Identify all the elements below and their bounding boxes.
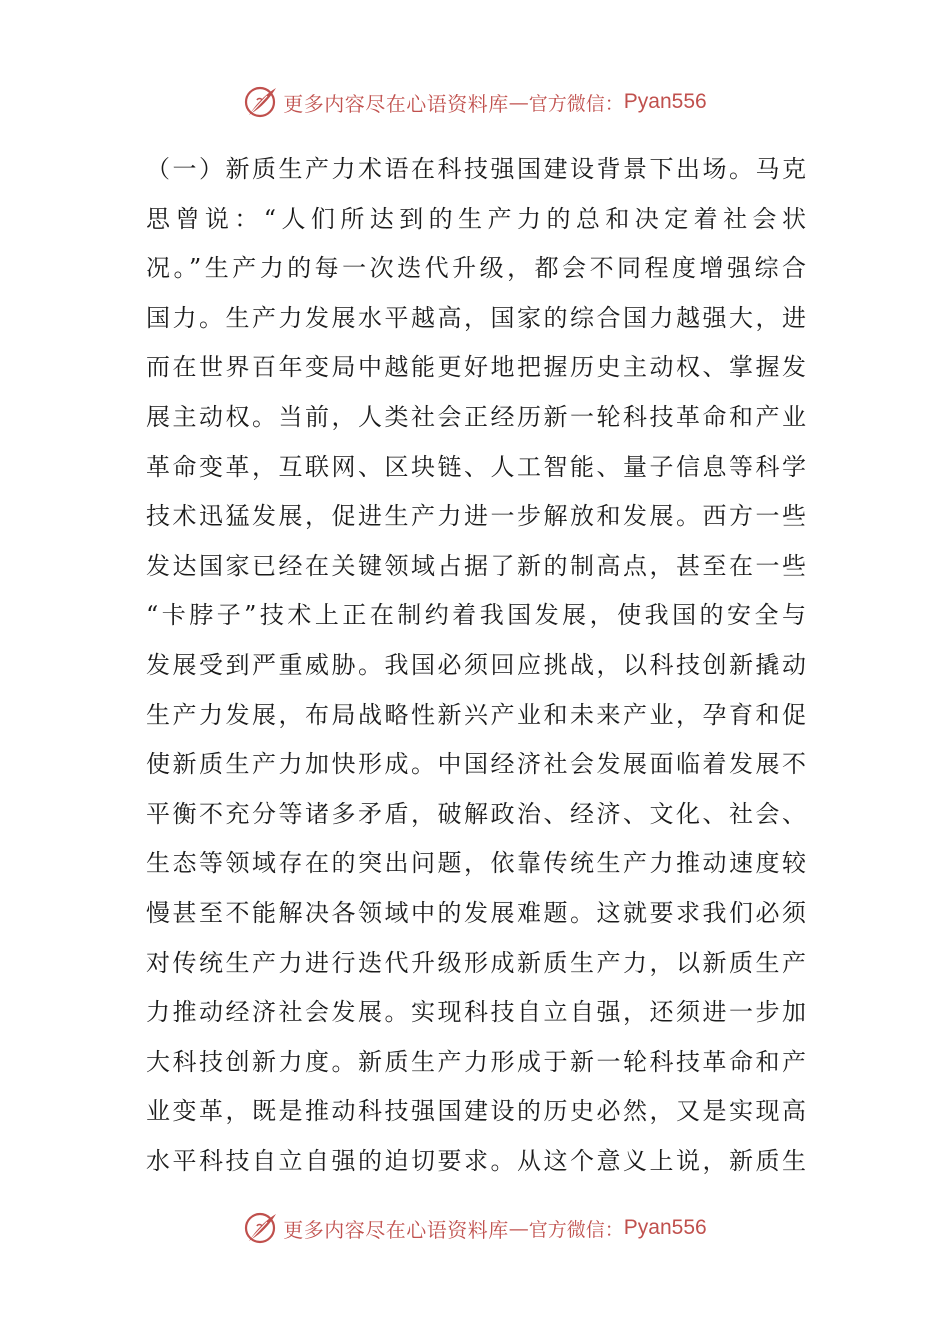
- text-line: 况。”生产力的每一次迭代升级，都会不同程度增强综合: [146, 254, 806, 283]
- quill-pen-logo-icon: [243, 84, 279, 120]
- text-line: 业变革，既是推动科技强国建设的历史必然，又是实现高: [146, 1097, 806, 1126]
- text-line: 技术迅猛发展，促进生产力进一步解放和发展。西方一些: [146, 502, 806, 531]
- site-name-text: 更多内容尽在心语资料库: [283, 91, 509, 116]
- text-line: 力推动经济社会发展。实现科技自立自强，还须进一步加: [146, 998, 806, 1027]
- wechat-handle: Pyan556: [623, 90, 707, 113]
- text-line: （一）新质生产力术语在科技强国建设背景下出场。马克: [146, 155, 806, 183]
- site-name-text: 更多内容尽在心语资料库: [283, 1217, 509, 1242]
- banner-separator: —: [508, 1216, 529, 1240]
- text-line: 平衡不充分等诸多矛盾，破解政治、经济、文化、社会、: [146, 799, 806, 828]
- text-line: 慢甚至不能解决各领域中的发展难题。这就要求我们必须: [146, 898, 806, 927]
- text-line: 思曾说：“人们所达到的生产力的总和决定着社会状: [146, 204, 806, 233]
- footer-banner: [0, 1206, 950, 1250]
- text-line: 生态等领域存在的突出问题，依靠传统生产力推动速度较: [146, 849, 806, 878]
- text-line: 发达国家已经在关键领域占据了新的制高点，甚至在一些: [146, 551, 806, 580]
- header-banner: [0, 80, 950, 124]
- wechat-label: 官方微信：: [528, 1218, 624, 1241]
- text-line: 对传统生产力进行迭代升级形成新质生产力，以新质生产: [146, 948, 806, 977]
- wechat-handle: Pyan556: [623, 1216, 707, 1239]
- text-line: “卡脖子”技术上正在制约着我国发展，使我国的安全与: [146, 601, 806, 630]
- text-line: 而在世界百年变局中越能更好地把握历史主动权、掌握发: [146, 353, 806, 382]
- quill-pen-logo-icon: [243, 1210, 279, 1246]
- text-line: 展主动权。当前，人类社会正经历新一轮科技革命和产业: [146, 402, 806, 431]
- text-line: 使新质生产力加快形成。中国经济社会发展面临着发展不: [146, 750, 806, 779]
- text-line: 水平科技自立自强的迫切要求。从这个意义上说，新质生: [146, 1146, 806, 1175]
- banner-separator: —: [508, 90, 529, 114]
- text-line: 生产力发展，布局战略性新兴产业和未来产业，孕育和促: [146, 700, 806, 729]
- text-line: 革命变革，互联网、区块链、人工智能、量子信息等科学: [146, 452, 806, 481]
- text-line: 大科技创新力度。新质生产力形成于新一轮科技革命和产: [146, 1047, 806, 1076]
- wechat-label: 官方微信：: [528, 92, 624, 115]
- document-body: [146, 145, 806, 1186]
- text-line: 国力。生产力发展水平越高，国家的综合国力越强大，进: [146, 303, 806, 332]
- text-line: 发展受到严重威胁。我国必须回应挑战，以科技创新撬动: [146, 650, 806, 679]
